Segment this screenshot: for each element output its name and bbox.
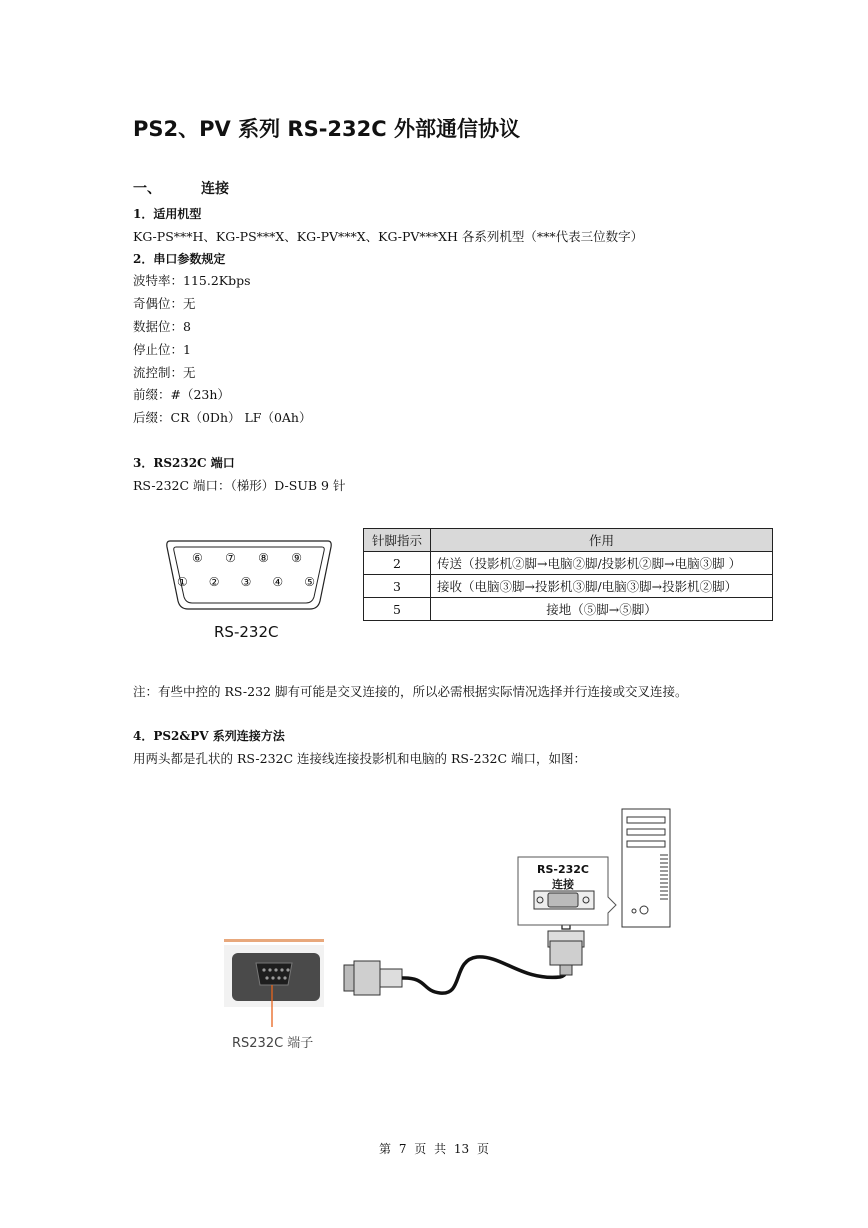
section-heading <box>133 178 229 198</box>
pin-8: ⑧ <box>258 551 269 565</box>
pin-6: ⑥ <box>192 551 203 565</box>
page-title: PS2、PV 系列 RS-232C 外部通信协议 <box>133 117 520 141</box>
pin-table-header-pin: 针脚指示 <box>364 529 431 552</box>
table-row <box>364 598 773 621</box>
serial-heading: 2．串口参数规定 <box>133 252 226 266</box>
serial-param-flow: 流控制：无 <box>133 365 196 380</box>
pin-table <box>363 528 773 621</box>
models-heading: 1．适用机型 <box>133 207 202 221</box>
pin-table-header-function: 作用 <box>431 529 773 552</box>
pin-function: 接地（⑤脚→⑤脚） <box>431 598 773 621</box>
table-row <box>364 575 773 598</box>
connection-illustration <box>222 805 702 1065</box>
serial-param-baud: 波特率：115.2Kbps <box>133 273 251 288</box>
page-footer: 第 7 页 共 13 页 <box>379 1142 489 1156</box>
serial-param-databits: 数据位：8 <box>133 319 191 334</box>
pin-5: ⑤ <box>304 575 315 589</box>
note-text: 注：有些中控的 RS-232 脚有可能是交叉连接的，所以必需根据实际情况选择并行连接或交叉连接。 <box>133 684 688 699</box>
pin-2: ② <box>208 575 220 589</box>
pc-callout-line2: 连接 <box>552 878 574 891</box>
pin-function: 接收（电脑③脚→投影机③脚/电脑③脚→投影机②脚） <box>431 575 773 598</box>
pin-4: ④ <box>272 575 284 589</box>
dsub-connector-diagram <box>160 535 338 645</box>
connection-illustration-graphic <box>222 805 702 1065</box>
table-row <box>364 552 773 575</box>
dsub-connector-outline <box>160 535 338 613</box>
pin-1: ① <box>177 575 188 589</box>
section-number: 一、 <box>133 181 161 197</box>
pc-callout-line1: RS-232C <box>537 863 589 876</box>
serial-param-suffix: 后缀：CR（0Dh） LF（0Ah） <box>133 410 312 425</box>
projector-port-label: RS232C 端子 <box>232 1036 314 1051</box>
port-heading: 3．RS232C 端口 <box>133 456 235 470</box>
pin-function: 传送（投影机②脚→电脑②脚/投影机②脚→电脑③脚 ） <box>431 552 773 575</box>
connector-label: RS-232C <box>214 623 279 641</box>
pin-9: ⑨ <box>291 551 302 565</box>
pin-number: 2 <box>364 552 431 575</box>
serial-param-parity: 奇偶位：无 <box>133 296 196 311</box>
serial-param-stopbits: 停止位：1 <box>133 342 191 357</box>
method-text: 用两头都是孔状的 RS-232C 连接线连接投影机和电脑的 RS-232C 端口，如图： <box>133 751 587 766</box>
models-text: KG-PS***H、KG-PS***X、KG-PV***X、KG-PV***XH 各系列机型（***代表三位数字） <box>133 229 644 244</box>
pin-number: 5 <box>364 598 431 621</box>
dsub-bottom-pins <box>177 575 315 589</box>
serial-param-prefix: 前缀：#（23h） <box>133 387 230 402</box>
pc-callout-label <box>518 863 608 892</box>
pin-7: ⑦ <box>225 551 236 565</box>
port-text: RS-232C 端口：（梯形）D-SUB 9 针 <box>133 478 346 493</box>
pin-3: ③ <box>240 575 252 589</box>
method-heading: 4．PS2&PV 系列连接方法 <box>133 729 285 743</box>
section-title: 连接 <box>201 181 229 197</box>
pin-number: 3 <box>364 575 431 598</box>
pin-table-header <box>364 529 773 552</box>
dsub-top-pins <box>192 551 302 565</box>
